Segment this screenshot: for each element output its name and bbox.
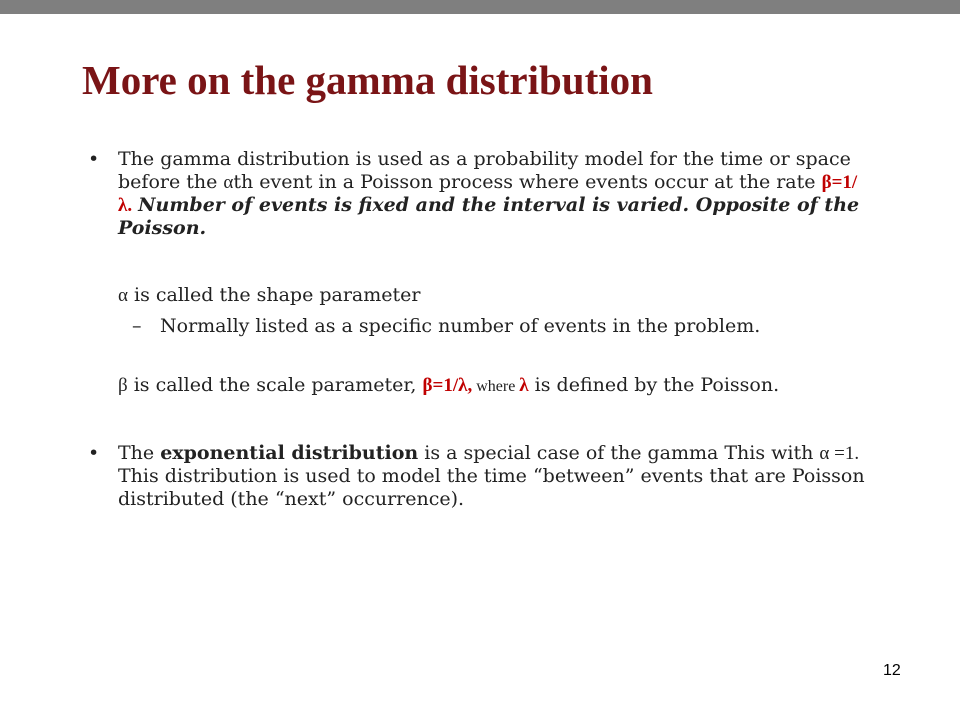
bullet-gamma-definition <box>88 148 868 240</box>
lambda-symbol: λ <box>519 375 529 396</box>
text-segment: th event in a Poisson process where events occur at the rate <box>233 171 822 193</box>
scale-parameter-text <box>88 374 868 398</box>
text-segment: The gamma distribution is used as a probability model for the time or space before the <box>118 148 851 193</box>
text-segment: is called the scale parameter, <box>127 374 423 396</box>
bullet-exponential <box>88 442 868 511</box>
text-segment: is called the shape parameter <box>127 284 421 306</box>
emphasis-text: Number of events is fixed and the interval is varied. Opposite of the Poisson. <box>118 194 860 239</box>
alpha-symbol: α <box>118 285 128 306</box>
alpha-symbol: α <box>819 443 830 464</box>
subpoint-text: Normally listed as a specific number of events in the problem. <box>160 315 761 337</box>
text-segment: This distribution is used to model the time “between” events that are Poisson distributed (the “next” occurrence). <box>118 465 865 510</box>
slide-body <box>88 148 868 511</box>
text-segment: is defined by the Poisson. <box>528 374 780 396</box>
shape-parameter-subpoint <box>88 315 868 338</box>
text-segment: The <box>118 442 161 464</box>
shape-parameter-block <box>88 284 868 307</box>
dash-marker: – <box>132 315 142 337</box>
bullet-text <box>88 148 868 240</box>
alpha-equals-one: =1. <box>829 443 860 464</box>
page-number: 12 <box>883 662 901 679</box>
bullet-marker: • <box>88 148 100 170</box>
bullet-text <box>88 442 868 511</box>
scale-parameter-block <box>88 374 868 398</box>
beta-symbol: β <box>118 375 128 396</box>
scale-formula: β=1/λ, <box>422 375 473 396</box>
alpha-symbol: α <box>223 172 234 193</box>
rate-formula: β=1/λ. <box>118 172 858 216</box>
shape-parameter-text <box>88 284 868 307</box>
where-text: where <box>472 378 520 395</box>
exponential-bold-text: exponential distribution <box>160 442 419 464</box>
text-segment: is a special case of the gamma This with <box>418 442 820 464</box>
slide-title: More on the gamma distribution <box>82 57 653 103</box>
top-bar <box>0 0 960 14</box>
bullet-marker: • <box>88 442 100 464</box>
